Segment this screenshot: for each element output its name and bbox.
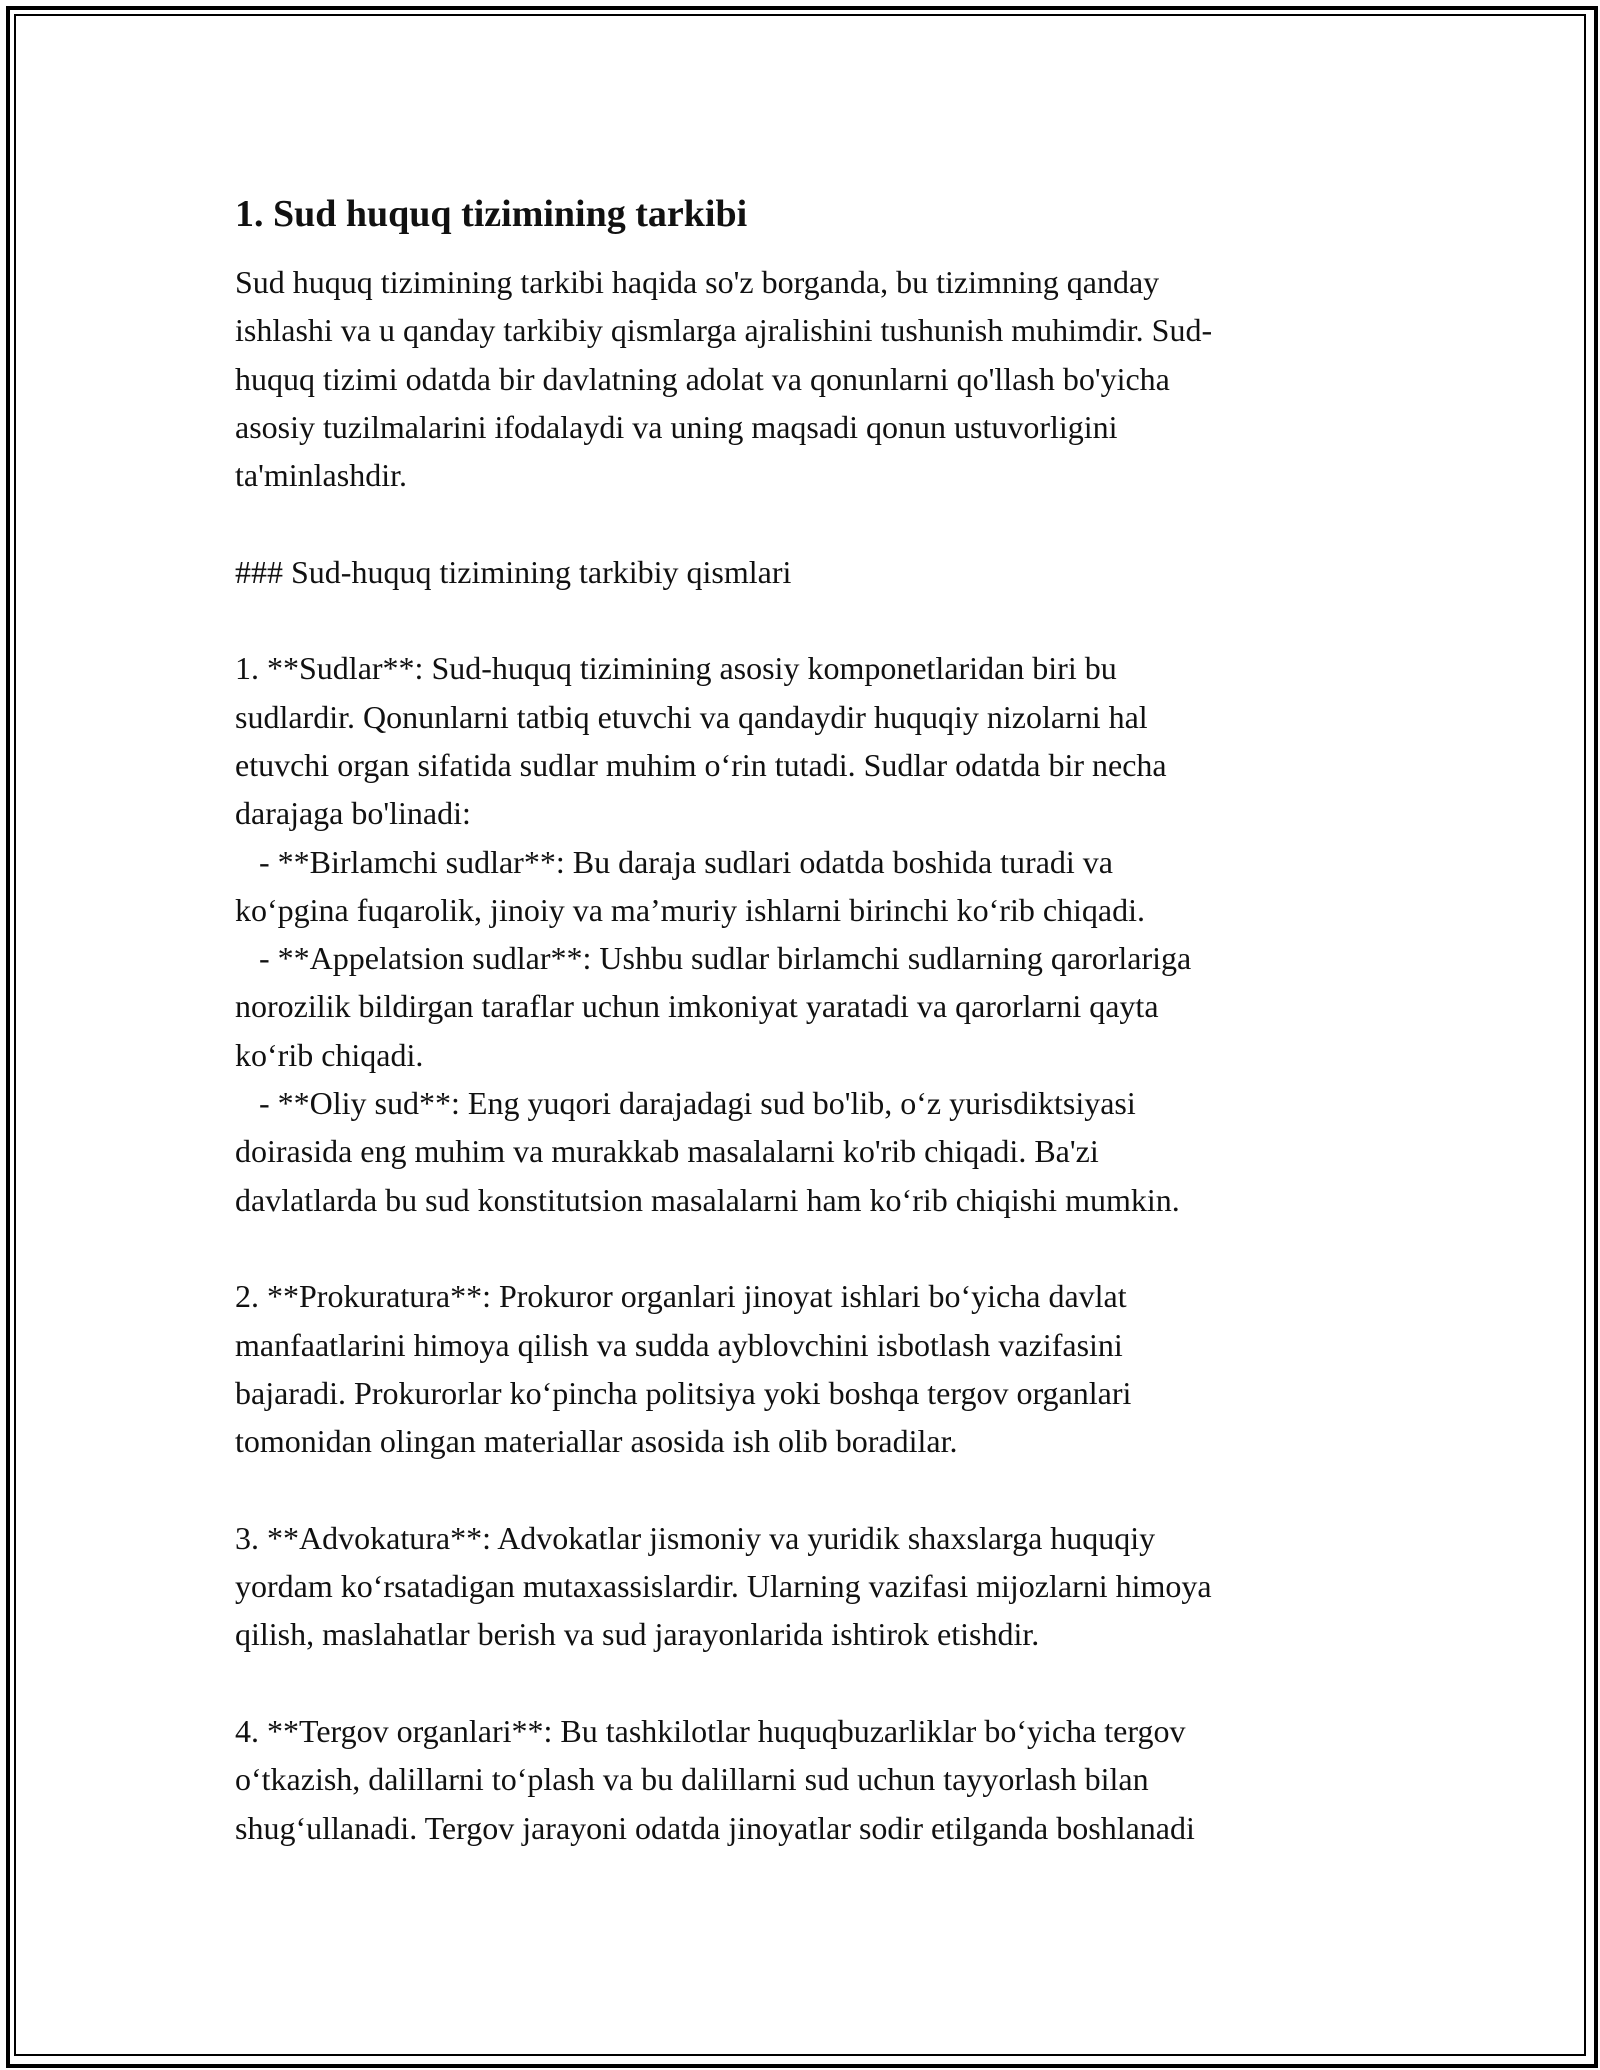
text-line: ishlashi va u qanday tarkibiy qismlarga ajralishini tushunish muhimdir. Sud- (235, 312, 1213, 349)
text-line: manfaatlarini himoya qilish va sudda ayblovchini isbotlash vazifasini (235, 1326, 1123, 1363)
blank-line (235, 596, 1365, 644)
text-line: 1. **Sudlar**: Sud-huquq tizimining asosiy komponetlaridan biri bu (235, 650, 1117, 687)
text-line: darajaga bo'linadi: (235, 795, 471, 832)
text-line: norozilik bildirgan taraflar uchun imkoniyat yaratadi va qarorlarni qayta (235, 988, 1159, 1025)
text-line: etuvchi organ sifatida sudlar muhim o‘rin tutadi. Sudlar odatda bir necha (235, 746, 1167, 783)
text-line: huquq tizimi odatda bir davlatning adolat va qonunlarni qo'llash bo'yicha (235, 360, 1170, 397)
text-line: 3. **Advokatura**: Advokatlar jismoniy va yuridik shaxslarga huquqiy (235, 1519, 1156, 1556)
blank-line (235, 1659, 1365, 1707)
text-line: yordam ko‘rsatadigan mutaxassislardir. Ularning vazifasi mijozlarni himoya (235, 1568, 1212, 1605)
text-line: doirasida eng muhim va murakkab masalalarni ko'rib chiqadi. Ba'zi (235, 1133, 1099, 1170)
text-line: o‘tkazish, dalillarni to‘plash va bu dalillarni sud uchun tayyorlash bilan (235, 1761, 1149, 1798)
text-line: sudlardir. Qonunlarni tatbiq etuvchi va qandaydir huquqiy nizolarni hal (235, 698, 1148, 735)
text-line: shug‘ullanadi. Tergov jarayoni odatda jinoyatlar sodir etilganda boshlanadi (235, 1809, 1195, 1846)
text-line: ### Sud-huquq tizimining tarkibiy qismlari (235, 553, 792, 590)
text-line: 2. **Prokuratura**: Prokuror organlari jinoyat ishlari bo‘yicha davlat (235, 1278, 1127, 1315)
text-line: ko‘pgina fuqarolik, jinoiy va ma’muriy ishlarni birinchi ko‘rib chiqadi. (235, 891, 1146, 928)
document-text (235, 258, 1365, 1852)
document-body (235, 186, 1365, 1852)
text-line: qilish, maslahatlar berish va sud jarayonlarida ishtirok etishdir. (235, 1616, 1040, 1653)
text-line: ko‘rib chiqadi. (235, 1036, 424, 1073)
blank-line (235, 499, 1365, 547)
text-line: - **Birlamchi sudlar**: Bu daraja sudlari odatda boshida turadi va (235, 843, 1113, 880)
blank-line (235, 1465, 1365, 1513)
text-line: - **Appelatsion sudlar**: Ushbu sudlar birlamchi sudlarning qarorlariga (235, 940, 1192, 977)
text-line: - **Oliy sud**: Eng yuqori darajadagi sud bo'lib, o‘z yurisdiktsiyasi (235, 1085, 1136, 1122)
blank-line (235, 1224, 1365, 1272)
text-line: tomonidan olingan materiallar asosida ish olib boradilar. (235, 1423, 958, 1460)
text-line: 4. **Tergov organlari**: Bu tashkilotlar huquqbuzarliklar bo‘yicha tergov (235, 1712, 1186, 1749)
text-line: Sud huquq tizimining tarkibi haqida so'z borganda, bu tizimning qanday (235, 264, 1160, 300)
text-line: ta'minlashdir. (235, 457, 407, 494)
text-line: bajaradi. Prokurorlar ko‘pincha politsiya yoki boshqa tergov organlari (235, 1374, 1132, 1411)
text-line: asosiy tuzilmalarini ifodalaydi va uning maqsadi qonun ustuvorligini (235, 408, 1118, 445)
text-line: davlatlarda bu sud konstitutsion masalalarni ham ko‘rib chiqishi mumkin. (235, 1181, 1180, 1218)
section-heading: 1. Sud huquq tizimining tarkibi (235, 193, 748, 235)
